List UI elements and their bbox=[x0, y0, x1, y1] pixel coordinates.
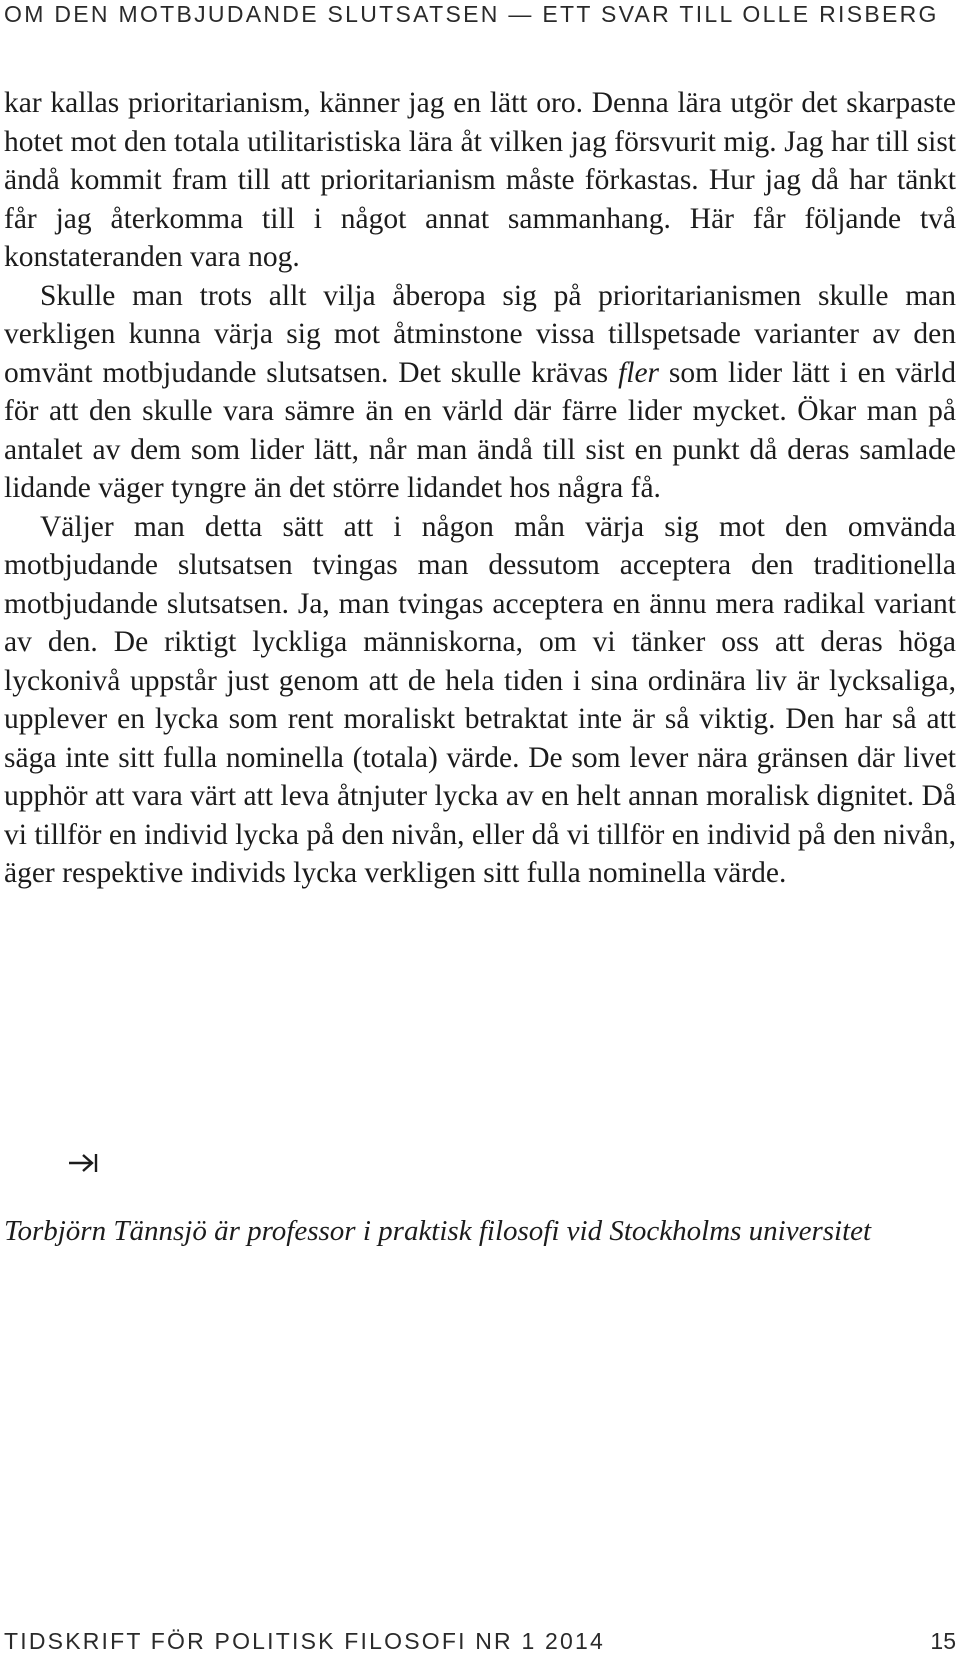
journal-name: TIDSKRIFT FÖR POLITISK FILOSOFI NR 1 2014 bbox=[4, 1628, 606, 1654]
end-of-article-arrow-icon bbox=[68, 1152, 98, 1174]
emphasized-word: fler bbox=[618, 356, 660, 389]
author-byline: Torbjörn Tännsjö är professor i praktisk filosofi vid Stockholms universitet bbox=[4, 1215, 872, 1247]
page-footer bbox=[4, 1627, 956, 1655]
paragraph-2 bbox=[4, 277, 956, 508]
paragraph-text: kar kallas prioritarianism, känner jag en lätt oro. Denna lära utgör det skarpaste hotet mot den totala utilitaristiska lära åt vilken jag försvurit mig. Jag har till sist ändå kommit fram till att prioritarianism måste förkastas. Hur jag då har tänkt får jag återkomma till i något annat sammanhang. Här får följande två konstateranden vara nog. bbox=[4, 87, 956, 273]
paragraph-1 bbox=[4, 84, 956, 277]
paragraph-3 bbox=[4, 508, 956, 893]
paragraph-text: som lider lätt i en värld för att den skulle vara sämre än en värld där färre lider mycket. Ökar man på antalet av dem som lider lätt, når man ändå till sist en punkt då deras samlade lidande väger tyngre än det större lidandet hos några få. bbox=[4, 356, 956, 504]
paragraph-text: Skulle man trots allt vilja åberopa sig på prioritarianismen skulle man verkligen kunna värja sig mot åtminstone vissa tillspetsade varianter av den omvänt motbjudande slutsatsen. Det skulle krävas bbox=[4, 279, 956, 389]
article-body bbox=[4, 84, 956, 893]
paragraph-text: Väljer man detta sätt att i någon mån värja sig mot den omvända motbjudande slutsatsen tvingas man dessutom acceptera den traditionella motbjudande slutsatsen. Ja, man tvingas acceptera en ännu mera radikal variant av den. De riktigt lyckliga människorna, om vi tänker oss att deras höga lyckonivå uppstår just genom att de hela tiden i sina ordinära liv är lycksaliga, upplever en lycka som rent moraliskt betraktat inte är så viktig. Den har så att säga inte sitt fulla nominella (totala) värde. De som lever nära gränsen där livet upphör att vara värt att leva åtnjuter lycka av en helt annan moralisk dignitet. Då vi tillför en individ lycka på den nivån, eller då vi tillför en individ på den nivån, äger respektive individs lycka verkligen sitt fulla nominella värde. bbox=[4, 510, 956, 889]
page-number: 15 bbox=[930, 1628, 956, 1654]
running-head: OM DEN MOTBJUDANDE SLUTSATSEN — ETT SVAR TILL OLLE RISBERG bbox=[4, 1, 939, 27]
